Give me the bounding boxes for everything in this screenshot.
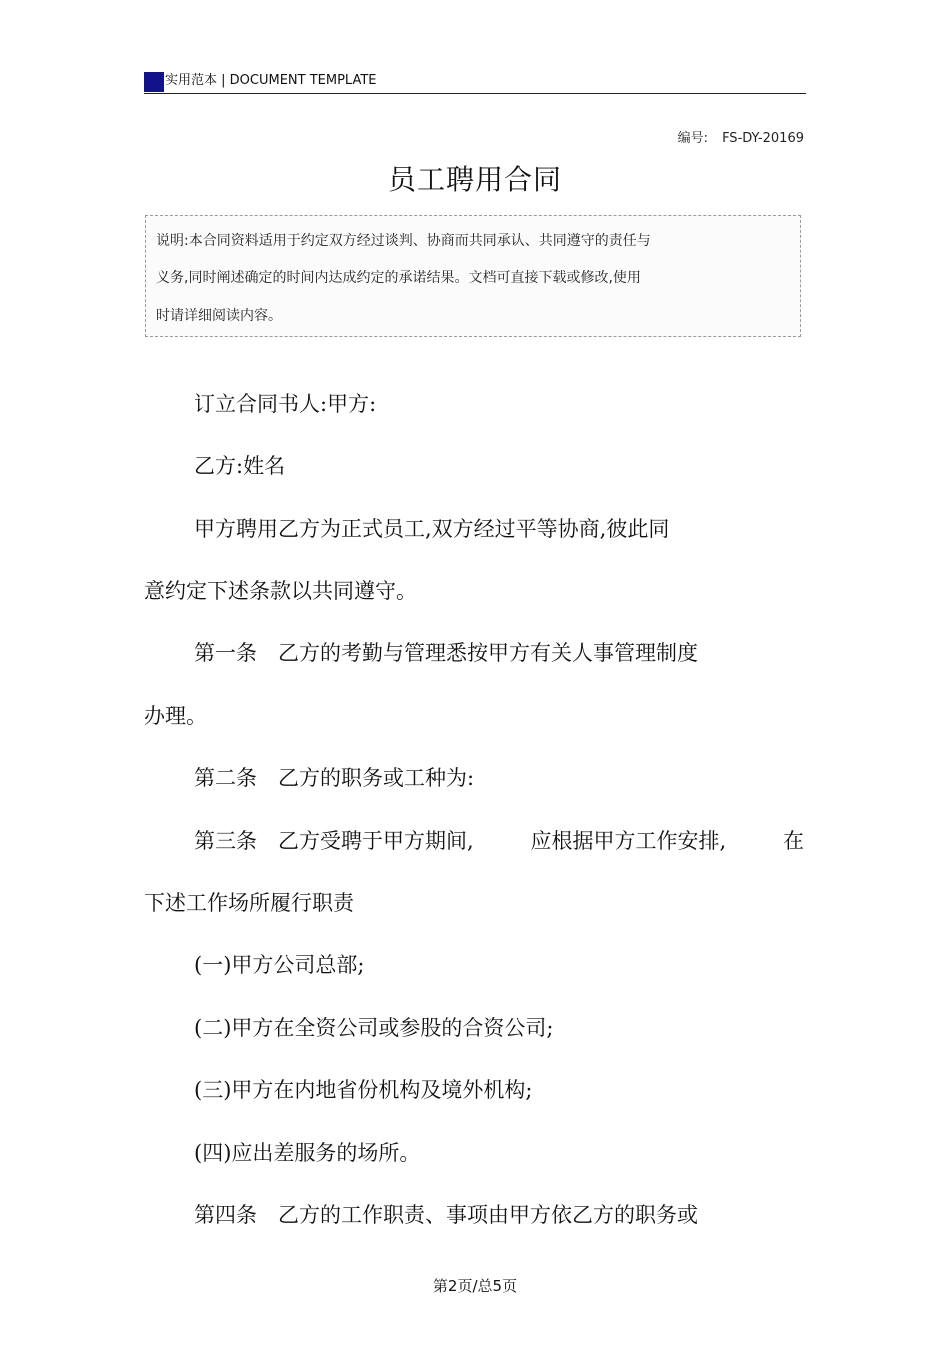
- document-number: [678, 127, 804, 146]
- list-item-1: (一)甲方公司总部;: [194, 953, 365, 977]
- description-box: [145, 215, 801, 337]
- document-number-label: 编号:: [677, 131, 709, 146]
- contract-parties-a: 订立合同书人:甲方:: [194, 392, 377, 416]
- article-1-line-2: 办理。: [144, 704, 207, 728]
- list-item-3: (三)甲方在内地省份机构及境外机构;: [194, 1078, 533, 1102]
- document-header: [144, 70, 806, 92]
- article-4-line-1: 第四条 乙方的工作职责、事项由甲方依乙方的职务或: [194, 1203, 698, 1227]
- article-3-part-1: 第三条 乙方受聘于甲方期间,: [194, 829, 474, 853]
- description-line-2: 义务,同时阐述确定的时间内达成约定的承诺结果。文档可直接下载或修改,使用: [156, 270, 641, 286]
- header-divider: [144, 93, 806, 94]
- document-number-value: FS-DY-20169: [722, 131, 804, 146]
- header-brand-text: 实用范本 | DOCUMENT TEMPLATE: [165, 73, 377, 88]
- article-1-line-1: 第一条 乙方的考勤与管理悉按甲方有关人事管理制度: [194, 641, 698, 665]
- article-3-part-2: 应根据甲方工作安排,: [530, 829, 727, 853]
- preamble-line-2: 意约定下述条款以共同遵守。: [144, 579, 417, 603]
- article-3-line-1: [194, 826, 804, 856]
- description-line-1: 说明:本合同资料适用于约定双方经过谈判、协商而共同承认、共同遵守的责任与: [156, 233, 651, 249]
- logo-square-icon: [144, 72, 164, 92]
- list-item-2: (二)甲方在全资公司或参股的合资公司;: [194, 1016, 554, 1040]
- description-line-3: 时请详细阅读内容。: [156, 308, 282, 324]
- article-2: 第二条 乙方的职务或工种为:: [194, 766, 475, 790]
- page-title: 员工聘用合同: [387, 163, 562, 196]
- article-3-part-3: 在: [783, 829, 804, 853]
- list-item-4: (四)应出差服务的场所。: [194, 1141, 421, 1165]
- contract-parties-b: 乙方:姓名: [194, 454, 286, 478]
- preamble-line-1: 甲方聘用乙方为正式员工,双方经过平等协商,彼此同: [194, 517, 670, 541]
- article-3-line-2: 下述工作场所履行职责: [144, 891, 354, 915]
- page-footer: 第2页/总5页: [432, 1277, 518, 1295]
